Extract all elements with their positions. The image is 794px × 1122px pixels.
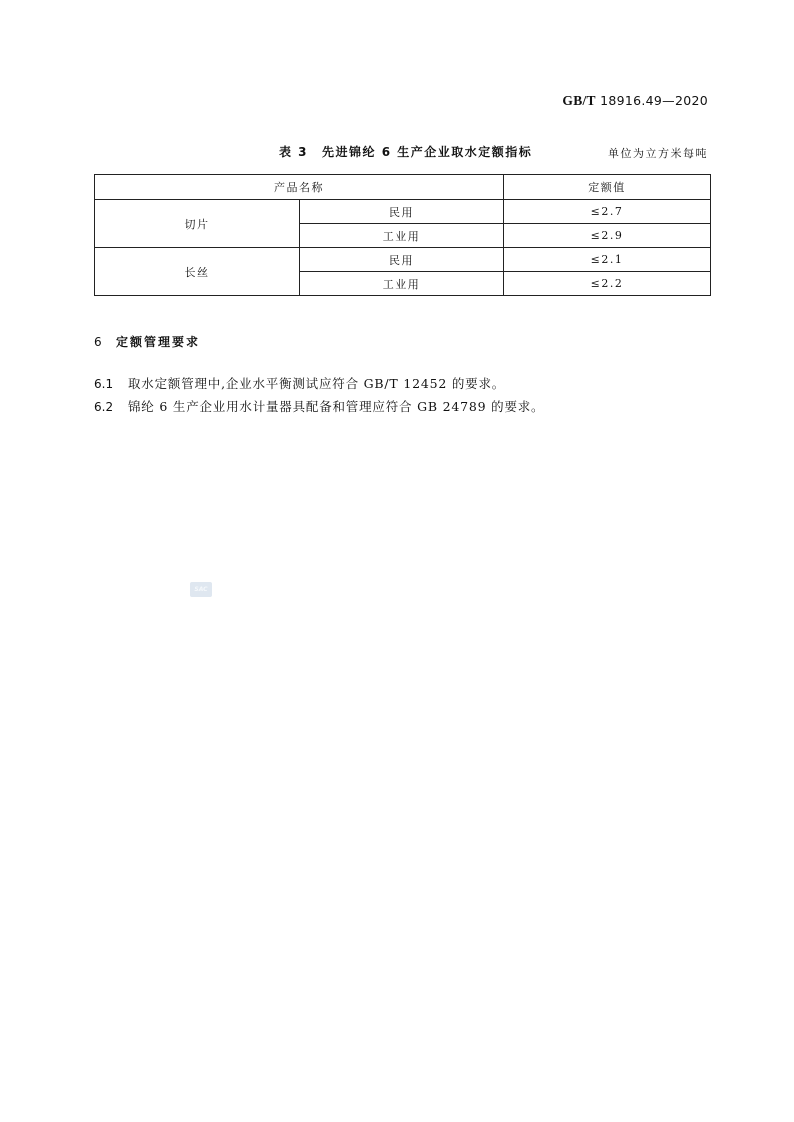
row-use: 工业用 [300, 272, 504, 296]
water-quota-table [94, 174, 711, 296]
table-caption [279, 143, 532, 160]
clause-text: 取水定额管理中,企业水平衡测试应符合 GB/T 12452 的要求。 [128, 376, 506, 391]
document-code: 18916.49—2020 [600, 93, 708, 108]
row-use: 民用 [300, 200, 504, 224]
watermark-text: SAC [194, 586, 208, 593]
table-header-row [95, 175, 711, 200]
table-row [95, 248, 711, 272]
clause-text: 锦纶 6 生产企业用水计量器具配备和管理应符合 GB 24789 的要求。 [128, 399, 545, 414]
row-use: 工业用 [300, 224, 504, 248]
sac-logo-icon [190, 582, 212, 597]
section-heading [94, 333, 200, 350]
document-number [562, 93, 708, 109]
clause-6-2 [94, 397, 544, 415]
group-name-filament: 长丝 [95, 248, 300, 296]
row-value: ≤2.7 [504, 200, 711, 224]
row-value: ≤2.2 [504, 272, 711, 296]
clause-number: 6.2 [94, 400, 114, 414]
table-row [95, 200, 711, 224]
clause-number: 6.1 [94, 377, 114, 391]
section-title: 定额管理要求 [116, 335, 201, 349]
section-number: 6 [94, 335, 102, 349]
header-product-name: 产品名称 [95, 175, 504, 200]
clause-6-1 [94, 374, 505, 392]
row-value: ≤2.1 [504, 248, 711, 272]
header-quota-value: 定额值 [504, 175, 711, 200]
document-prefix: GB/T [562, 93, 596, 108]
table-caption-title: 先进锦纶 6 生产企业取水定额指标 [322, 145, 533, 159]
row-value: ≤2.9 [504, 224, 711, 248]
table-unit-note: 单位为立方米每吨 [608, 147, 708, 160]
table-caption-label: 表 3 [279, 145, 309, 159]
row-use: 民用 [300, 248, 504, 272]
group-name-chips: 切片 [95, 200, 300, 248]
